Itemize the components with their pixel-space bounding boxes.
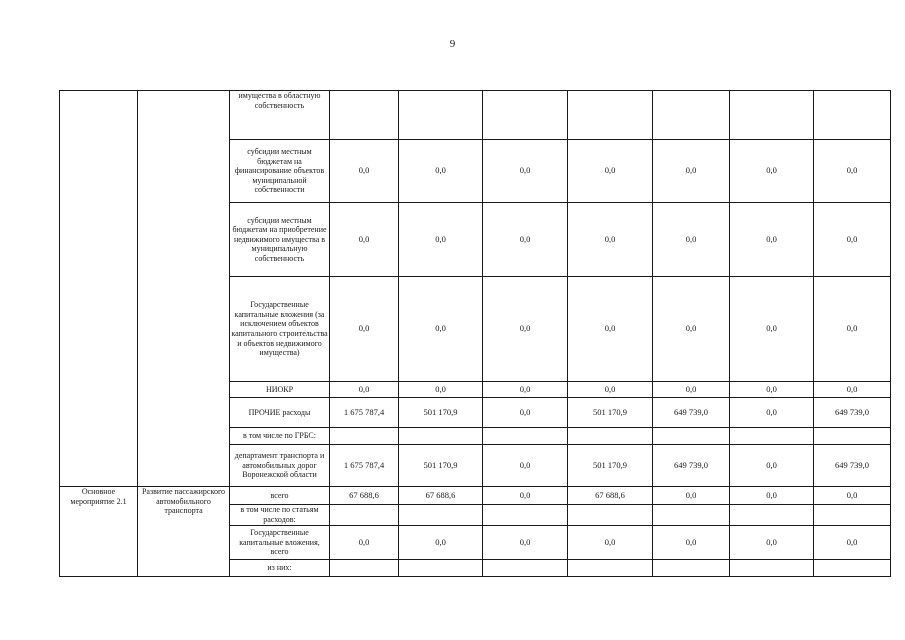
cell-value: 0,0 [483,203,568,277]
cell-value: 0,0 [483,140,568,203]
cell-value: 0,0 [483,277,568,382]
cell-value: 0,0 [653,526,730,560]
cell-value [483,91,568,140]
cell-value [568,428,653,445]
row-label: имущества в областную собственность [230,91,330,140]
cell-value [399,505,483,526]
cell-value [653,428,730,445]
cell-value [814,91,891,140]
row-label: НИОКР [230,382,330,398]
cell-value: 0,0 [730,382,814,398]
cell-value: 0,0 [814,526,891,560]
cell-value: 0,0 [399,277,483,382]
cell-value: 0,0 [483,526,568,560]
cell-value: 0,0 [330,277,399,382]
cell-value: 0,0 [814,487,891,505]
row-label: Государственные капитальные вложения (за исключением объектов капитального строительства и объектов недвижимого имущества) [230,277,330,382]
row-label: в том числе по статьям расходов: [230,505,330,526]
cell-value: 0,0 [568,203,653,277]
cell-value [568,505,653,526]
cell-value [568,560,653,577]
table-row [60,91,891,140]
cell-value [653,505,730,526]
cell-value: 0,0 [730,203,814,277]
cell-value: 0,0 [814,140,891,203]
cell-value [483,560,568,577]
cell-value [730,505,814,526]
cell-value [730,428,814,445]
cell-value: 501 170,9 [399,398,483,428]
cell-value: 0,0 [730,277,814,382]
cell-value: 501 170,9 [568,398,653,428]
cell-value: 0,0 [730,398,814,428]
cell-value [814,505,891,526]
cell-value: 0,0 [483,398,568,428]
cell-empty [138,91,230,487]
cell-value [730,91,814,140]
cell-value: 649 739,0 [814,398,891,428]
cell-value [653,560,730,577]
cell-value: 0,0 [568,277,653,382]
cell-value: 0,0 [814,277,891,382]
budget-table [59,90,891,577]
cell-value: 1 675 787,4 [330,445,399,487]
cell-value: 0,0 [399,382,483,398]
cell-value: 0,0 [483,445,568,487]
cell-value: 0,0 [730,140,814,203]
cell-value: 0,0 [568,140,653,203]
cell-value: 0,0 [568,382,653,398]
page-number: 9 [449,38,456,50]
cell-value [330,505,399,526]
cell-value: 0,0 [653,277,730,382]
cell-value: 0,0 [653,382,730,398]
cell-value [330,560,399,577]
cell-value: 0,0 [330,382,399,398]
cell-value: 67 688,6 [399,487,483,505]
cell-value: 0,0 [653,203,730,277]
cell-value: 501 170,9 [399,445,483,487]
cell-value [330,428,399,445]
row-label: из них: [230,560,330,577]
cell-value: 0,0 [814,382,891,398]
cell-value: 0,0 [483,487,568,505]
cell-value: 0,0 [653,140,730,203]
cell-value: 649 739,0 [653,445,730,487]
cell-value: 649 739,0 [814,445,891,487]
event-name: Развитие пассажирского автомобильного транспорта [138,487,230,577]
cell-value [814,560,891,577]
row-label: субсидии местным бюджетам на финансирование объектов муниципальной собственности [230,140,330,203]
cell-value: 0,0 [330,203,399,277]
cell-value: 67 688,6 [568,487,653,505]
cell-value: 0,0 [399,140,483,203]
cell-value: 0,0 [814,203,891,277]
cell-value: 67 688,6 [330,487,399,505]
cell-value [399,428,483,445]
cell-value [399,91,483,140]
cell-value: 0,0 [730,445,814,487]
cell-value [399,560,483,577]
cell-value [330,91,399,140]
cell-value [653,91,730,140]
cell-value: 501 170,9 [568,445,653,487]
cell-value [814,428,891,445]
cell-value: 0,0 [568,526,653,560]
row-label: всего [230,487,330,505]
cell-value: 0,0 [730,487,814,505]
cell-value: 649 739,0 [653,398,730,428]
cell-value [730,560,814,577]
cell-value [483,505,568,526]
cell-value: 0,0 [653,487,730,505]
cell-value: 0,0 [730,526,814,560]
cell-value: 1 675 787,4 [330,398,399,428]
row-label: Государственные капитальные вложения, всего [230,526,330,560]
cell-value: 0,0 [399,526,483,560]
cell-value: 0,0 [330,140,399,203]
row-label: департамент транспорта и автомобильных дорог Воронежской области [230,445,330,487]
table-row [60,487,891,505]
row-label: субсидии местным бюджетам на приобретение недвижимого имущества в муниципальную собственность [230,203,330,277]
cell-empty [60,91,138,487]
event-code: Основное мероприятие 2.1 [60,487,138,577]
cell-value [483,428,568,445]
cell-value: 0,0 [483,382,568,398]
cell-value [568,91,653,140]
row-label: ПРОЧИЕ расходы [230,398,330,428]
cell-value: 0,0 [330,526,399,560]
cell-value: 0,0 [399,203,483,277]
row-label: в том числе по ГРБС: [230,428,330,445]
